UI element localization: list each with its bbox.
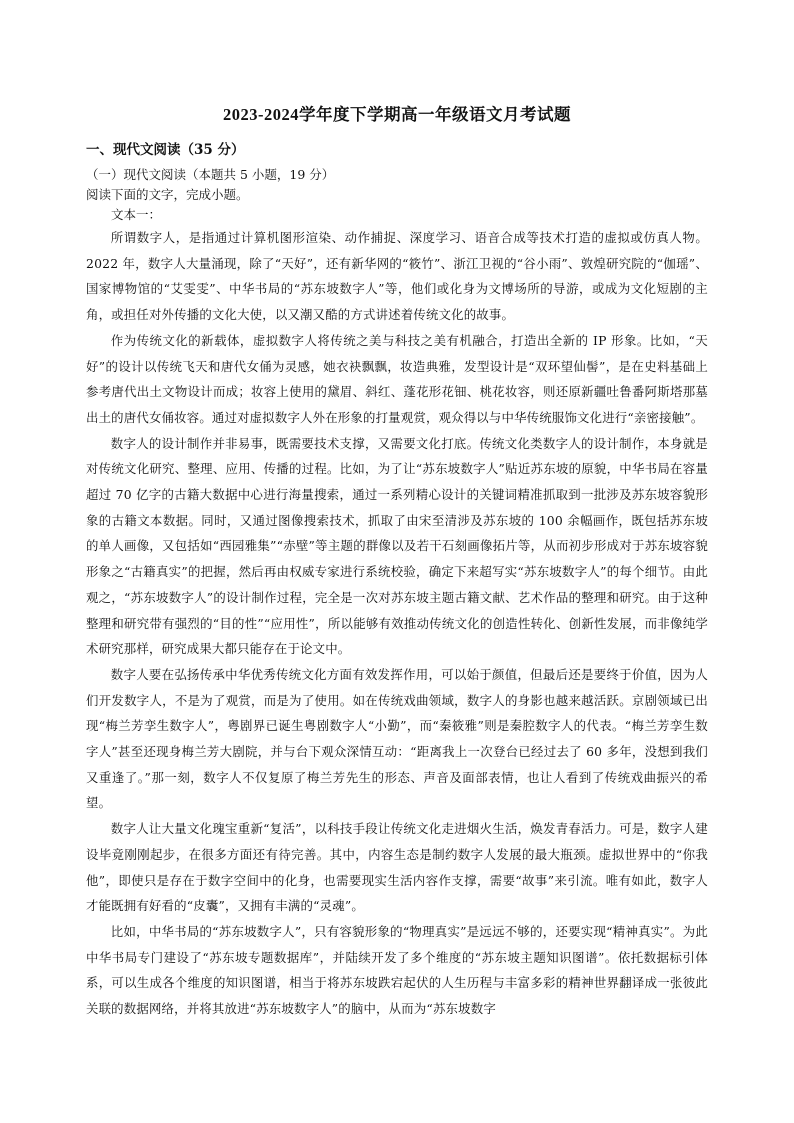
instruction-text: 阅读下面的文字，完成小题。 bbox=[86, 187, 249, 202]
text-label: 文本一： bbox=[111, 207, 162, 222]
paragraph-6: 比如，中华书局的“苏东坡数字人”，只有容貌形象的“物理真实”是远远不够的，还要实现“精神真实”。为此中华书局专门建设了“苏东坡专题数据库”，并陆续开发了多个维度的“苏东坡主题知识图谱”。依托数据标引体系，可以生成各个维度的知识图谱，相当于将苏东坡跌宕起伏的人生历程与丰富多彩的精神世界翻译成一张彼此关联的数据网络，并将其放进“苏东坡数字人”的脑中，从而为“苏东坡数字 bbox=[86, 923, 708, 1017]
paragraph-5: 数字人让大量文化瑰宝重新“复活”，以科技手段让传统文化走进烟火生活，焕发青春活力。可是，数字人建设毕竟刚刚起步，在很多方面还有待完善。其中，内容生态是制约数字人发展的最大瓶颈。虚拟世界中的“你我他”，即使只是存在于数字空间中的化身，也需要现实生活内容作支撑，需要“故事”来引流。唯有如此，数字人才能既拥有好看的“皮囊”，又拥有丰满的“灵魂”。 bbox=[86, 821, 708, 914]
section-heading: 一、现代文阅读（35 分） bbox=[86, 142, 245, 158]
subsection-heading: （一）现代文阅读（本题共 5 小题，19 分） bbox=[86, 167, 335, 182]
paragraph-4: 数字人要在弘扬传承中华优秀传统文化方面有效发挥作用，可以始于颜值，但最后还是要终于价值，因为人们开发数字人，不是为了观赏，而是为了使用。如在传统戏曲领域，数字人的身影也越来越活跃。京剧领域已出现“梅兰芳孪生数字人”，粤剧界已诞生粤剧数字人“小勤”，而“秦筱雅”则是秦腔数字人的代表。“梅兰芳孪生数字人”甚至还现身梅兰芳大剧院，并与台下观众深情互动：“距离我上一次登台已经过去了 60 多年，没想到我们又重逢了。”那一刻，数字人不仅复原了梅兰芳先生的形态、声音及面部表情，也让人看到了传统戏曲振兴的希望。 bbox=[86, 666, 708, 811]
page-title: 2023-2024学年度下学期高一年级语文月考试题 bbox=[223, 105, 571, 124]
paragraph-3: 数字人的设计制作并非易事，既需要技术支撑，又需要文化打底。传统文化类数字人的设计制作，本身就是对传统文化研究、整理、应用、传播的过程。比如，为了让“苏东坡数字人”贴近苏东坡的原貌，中华书局在容量超过 70 亿字的古籍大数据中心进行海量搜索，通过一系列精心设计的关键词精准抓取到一批涉及苏东坡容貌形象的古籍文本数据。同时，又通过图像搜索技术，抓取了由宋至清涉及苏东坡的 100 余幅画作，既包括苏东坡的单人画像，又包括如“西园雅集”“赤壁”等主题的群像以及若干石刻画像拓片等，从而初步形成对于苏东坡容貌形象之“古籍真实”的把握，然后再由权威专家进行系统校验，确定下来超写实“苏东坡数字人”的每个细节。由此观之，“苏东坡数字人”的设计制作过程，完全是一次对苏东坡主题古籍文献、艺术作品的整理和研究。由于这种整理和研究带有强烈的“目的性”“应用性”，所以能够有效推动传统文化的创造性转化、创新性发展，而非像纯学术研究那样，研究成果大都只能存在于论文中。 bbox=[86, 435, 708, 657]
paragraph-2: 作为传统文化的新载体，虚拟数字人将传统之美与科技之美有机融合，打造出全新的 IP 形象。比如，“天好”的设计以传统飞天和唐代女俑为灵感，她衣袂飘飘，妆造典雅，发型设计是“双环望仙髻”，是在史料基础上参考唐代出土文物设计而成；妆容上使用的黛眉、斜红、蓬花形花钿、桃花妆容，则还原新疆吐鲁番阿斯塔那墓出土的唐代女俑妆容。通过对虚拟数字人外在形象的打量观赏，观众得以与中华传统服饰文化进行“亲密接触”。 bbox=[86, 332, 708, 425]
paragraph-1: 所谓数字人，是指通过计算机图形渲染、动作捕捉、深度学习、语音合成等技术打造的虚拟或仿真人物。2022 年，数字人大量涌现，除了“天好”，还有新华网的“筱竹”、浙江卫视的“谷小雨”、敦煌研究院的“伽瑶”、国家博物馆的“艾雯雯”、中华书局的“苏东坡数字人”等，他们或化身为文博场所的导游，或成为文化短剧的主角，或担任对外传播的文化大使，以又潮又酷的方式讲述着传统文化的故事。 bbox=[86, 230, 708, 323]
